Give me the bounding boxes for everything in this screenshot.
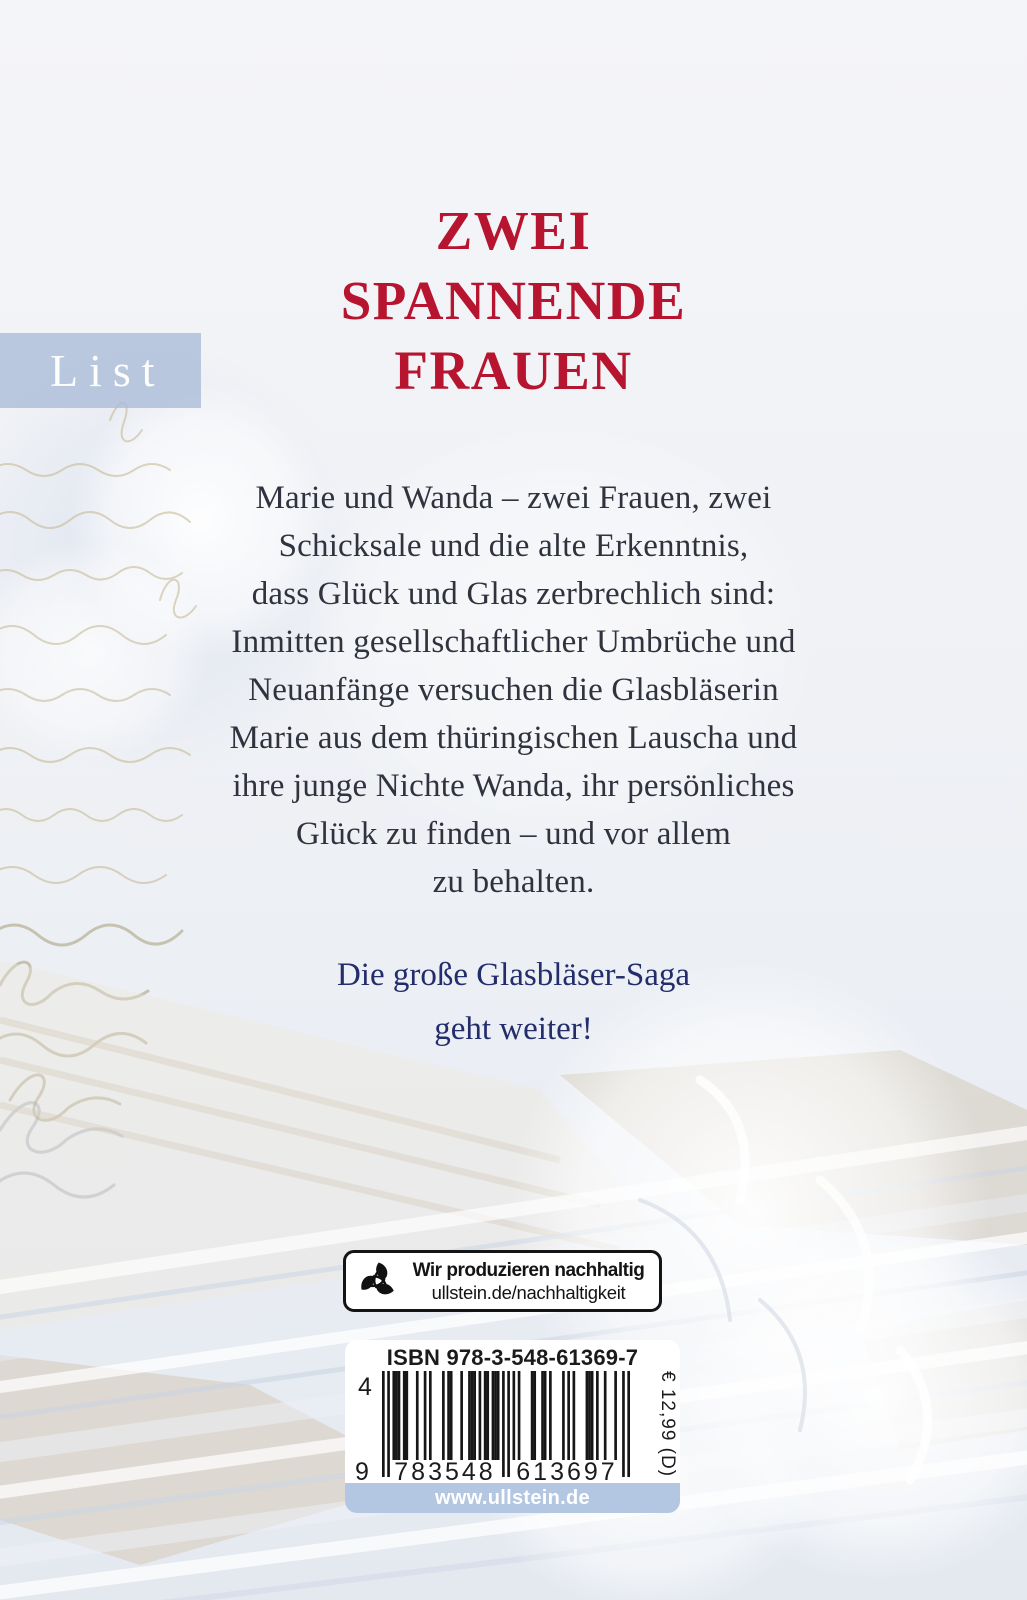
barcode-digit-group: 9 xyxy=(355,1458,369,1486)
blurb xyxy=(0,474,1027,906)
blurb-line: Marie aus dem thüringischen Lauscha und xyxy=(229,720,798,756)
sustainability-url: ullstein.de/nachhaltigkeit xyxy=(431,1281,626,1303)
isbn-label: ISBN 978-3-548-61369-7 xyxy=(386,1345,639,1370)
recycling-leaves-icon xyxy=(356,1259,400,1303)
headline-line: ZWEI xyxy=(435,200,592,261)
blurb-line: ihre junge Nichte Wanda, ihr persönliches xyxy=(232,768,795,804)
headline-line: SPANNENDE xyxy=(340,270,687,331)
saga-line: geht weiter! xyxy=(434,1011,593,1047)
blurb-line: Inmitten gesellschaftlicher Umbrüche und xyxy=(231,624,796,660)
blurb-line: Marie und Wanda – zwei Frauen, zwei xyxy=(255,480,772,516)
price-label: € 12,99 (D) xyxy=(657,1371,678,1478)
barcode-digit-group: 613697 xyxy=(516,1458,618,1486)
isbn-box xyxy=(345,1340,680,1513)
sustainability-title: Wir produzieren nachhaltig xyxy=(412,1259,645,1281)
headline xyxy=(0,196,1027,406)
blurb-line: dass Glück und Glas zerbrechlich sind: xyxy=(251,576,776,612)
saga-tagline xyxy=(0,948,1027,1056)
sustainability-badge xyxy=(343,1250,662,1312)
publisher-logo-text: List xyxy=(50,345,166,396)
headline-line: FRAUEN xyxy=(394,340,633,401)
blurb-line: zu behalten. xyxy=(432,864,595,900)
website-url: www.ullstein.de xyxy=(435,1486,590,1509)
blurb-line: Glück zu finden – und vor allem xyxy=(295,816,732,852)
blurb-line: Schicksale und die alte Erkenntnis, xyxy=(278,528,749,564)
website-bar xyxy=(345,1483,680,1513)
blurb-line: Neuanfänge versuchen die Glasbläserin xyxy=(248,672,779,708)
saga-line: Die große Glasbläser-Saga xyxy=(336,957,691,993)
barcode-area xyxy=(345,1371,680,1486)
barcode-digit-group: 783548 xyxy=(394,1458,496,1486)
edition-number: 4 xyxy=(358,1373,372,1401)
sustainability-text xyxy=(408,1259,649,1304)
